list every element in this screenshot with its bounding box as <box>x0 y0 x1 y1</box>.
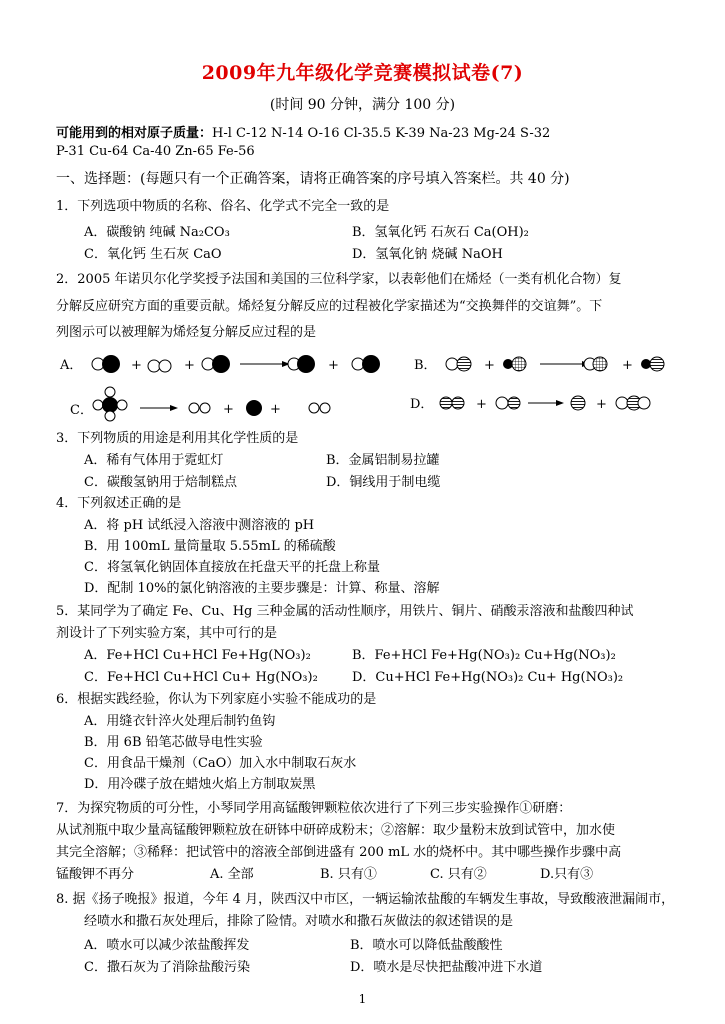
q7-option-c: C. 只有② <box>430 867 487 882</box>
q3-option-b: B．金属铝制易拉罐 <box>326 453 440 468</box>
option-c-molecules <box>93 387 330 421</box>
q2-label-b: B． <box>414 358 437 373</box>
q5-option-b: B．Fe+HCl Fe+Hg(NO₃)₂ Cu+Hg(NO₃)₂ <box>352 648 616 663</box>
q3-stem: 3．下列物质的用途是利用其化学性质的是 <box>56 431 299 446</box>
q8-option-b: B．喷水可以降低盐酸酸性 <box>350 938 503 953</box>
q2-stem-3: 列图示可以被理解为烯烃复分解反应过程的是 <box>56 325 317 340</box>
q2-label-c: C． <box>70 403 93 418</box>
q8-stem-1: 8. 据《扬子晚报》报道，今年 4 月，陕西汉中市区，一辆运输浓盐酸的车辆发生事故，导致酸液泄漏闹市， <box>56 892 675 907</box>
q8-option-d: D．喷水是尽快把盐酸冲进下水道 <box>350 960 543 975</box>
q4-option-c: C．将氢氧化钠固体直接放在托盘天平的托盘上称量 <box>84 560 380 575</box>
q5-option-d: D．Cu+HCl Fe+Hg(NO₃)₂ Cu+ Hg(NO₃)₂ <box>352 670 624 685</box>
plus-sign: + <box>223 402 234 417</box>
plus-sign: + <box>596 397 607 412</box>
option-d-molecules <box>440 396 650 412</box>
q4-stem: 4．下列叙述正确的是 <box>56 496 182 511</box>
q7-option-d: D.只有③ <box>540 867 594 882</box>
q1-option-b: B．氢氧化钙 石灰石 Ca(OH)₂ <box>352 225 529 240</box>
q8-option-c: C．撒石灰为了消除盐酸污染 <box>84 960 250 975</box>
plus-sign: + <box>484 358 495 373</box>
q7-stem-3: 其完全溶解；③稀释：把试管中的溶液全部倒进盛有 200 mL 水的烧杯中。其中哪些操作步骤中高 <box>56 845 622 860</box>
q6-stem: 6．根据实践经验，你认为下列家庭小实验不能成功的是 <box>56 692 377 707</box>
atomic-mass-values-1: H-l C-12 N-14 O-16 Cl-35.5 K-39 Na-23 Mg-24 S-32 <box>212 126 551 141</box>
q6-option-a: A．用缝衣针淬火处理后制钓鱼钩 <box>84 714 276 729</box>
exam-subtitle: (时间 90 分钟，满分 100 分) <box>269 97 456 113</box>
q5-stem-1: 5．某同学为了确定 Fe、Cu、Hg 三种金属的活动性顺序，用铁片、铜片、硝酸汞溶液和盐酸四种试 <box>56 604 634 619</box>
section-1-heading: 一、选择题：(每题只有一个正确答案，请将正确答案的序号填入答案栏。共 40 分) <box>56 171 570 187</box>
atomic-mass-line-1 <box>56 122 550 141</box>
q8-option-a: A．喷水可以减少浓盐酸挥发 <box>84 938 250 953</box>
q7-stem-1: 7．为探究物质的可分性，小琴同学用高锰酸钾颗粒依次进行了下列三步实验操作①研磨： <box>56 801 572 816</box>
q5-stem-2: 剂设计了下列实验方案，其中可行的是 <box>56 626 278 641</box>
plus-sign: + <box>622 358 633 373</box>
q7-option-b: B. 只有① <box>320 867 377 882</box>
q8-stem-2: 经喷水和撒石灰处理后，排除了险情。对喷水和撒石灰做法的叙述错误的是 <box>84 914 514 929</box>
plus-sign: + <box>131 358 142 373</box>
q6-option-b: B．用 6B 铅笔芯做导电性实验 <box>84 735 263 750</box>
q7-stem-4: 锰酸钾不再分 <box>56 867 135 882</box>
plus-sign: + <box>328 358 339 373</box>
q6-option-c: C．用食品干燥剂（CaO）加入水中制取石灰水 <box>84 756 357 771</box>
option-b-molecules <box>446 357 664 373</box>
q1-option-a: A．碳酸钠 纯碱 Na₂CO₃ <box>84 225 230 240</box>
q1-stem: 1．下列选项中物质的名称、俗名、化学式不完全一致的是 <box>56 199 390 214</box>
q2-stem-1: 2．2005 年诺贝尔化学奖授予法国和美国的三位科学家，以表彰他们在烯烃（一类有机化合物）复 <box>56 272 622 287</box>
q5-option-a: A．Fe+HCl Cu+HCl Fe+Hg(NO₃)₂ <box>84 648 311 663</box>
q6-option-d: D．用冷碟子放在蜡烛火焰上方制取炭黑 <box>84 777 316 792</box>
q5-option-c: C．Fe+HCl Cu+HCl Cu+ Hg(NO₃)₂ <box>84 670 318 685</box>
q4-option-a: A．将 pH 试纸浸入溶液中测溶液的 pH <box>84 518 315 533</box>
atomic-mass-label: 可能用到的相对原子质量： <box>56 126 213 141</box>
plus-sign: + <box>476 397 487 412</box>
q4-option-b: B．用 100mL 量筒量取 5.55mL 的稀硫酸 <box>84 539 336 554</box>
q3-option-d: D．铜线用于制电缆 <box>326 475 441 490</box>
plus-sign: + <box>184 358 195 373</box>
option-a-molecules <box>92 355 380 373</box>
atomic-mass-line-2: P-31 Cu-64 Ca-40 Zn-65 Fe-56 <box>56 144 255 159</box>
q7-option-a: A. 全部 <box>210 867 254 882</box>
q4-option-d: D．配制 10%的氯化钠溶液的主要步骤是：计算、称量、溶解 <box>84 581 440 596</box>
q2-label-d: D． <box>410 397 434 412</box>
q1-option-c: C．氧化钙 生石灰 CaO <box>84 247 222 262</box>
plus-sign: + <box>270 402 281 417</box>
q1-option-d: D．氢氧化钠 烧碱 NaOH <box>352 247 503 262</box>
page-number: 1 <box>358 992 367 1006</box>
q2-molecule-diagram <box>56 346 696 422</box>
q3-option-c: C．碳酸氢钠用于焙制糕点 <box>84 475 237 490</box>
q2-label-a: A． <box>60 358 83 373</box>
q3-option-a: A．稀有气体用于霓虹灯 <box>84 453 224 468</box>
q2-stem-2: 分解反应研究方面的重要贡献。烯烃复分解反应的过程被化学家描述为“交换舞伴的交谊舞”。下 <box>56 299 603 314</box>
exam-title: 2009年九年级化学竞赛模拟试卷(7) <box>201 62 524 84</box>
q7-stem-2: 从试剂瓶中取少量高锰酸钾颗粒放在研钵中研碎成粉末；②溶解：取少量粉末放到试管中，加水使 <box>56 823 616 838</box>
